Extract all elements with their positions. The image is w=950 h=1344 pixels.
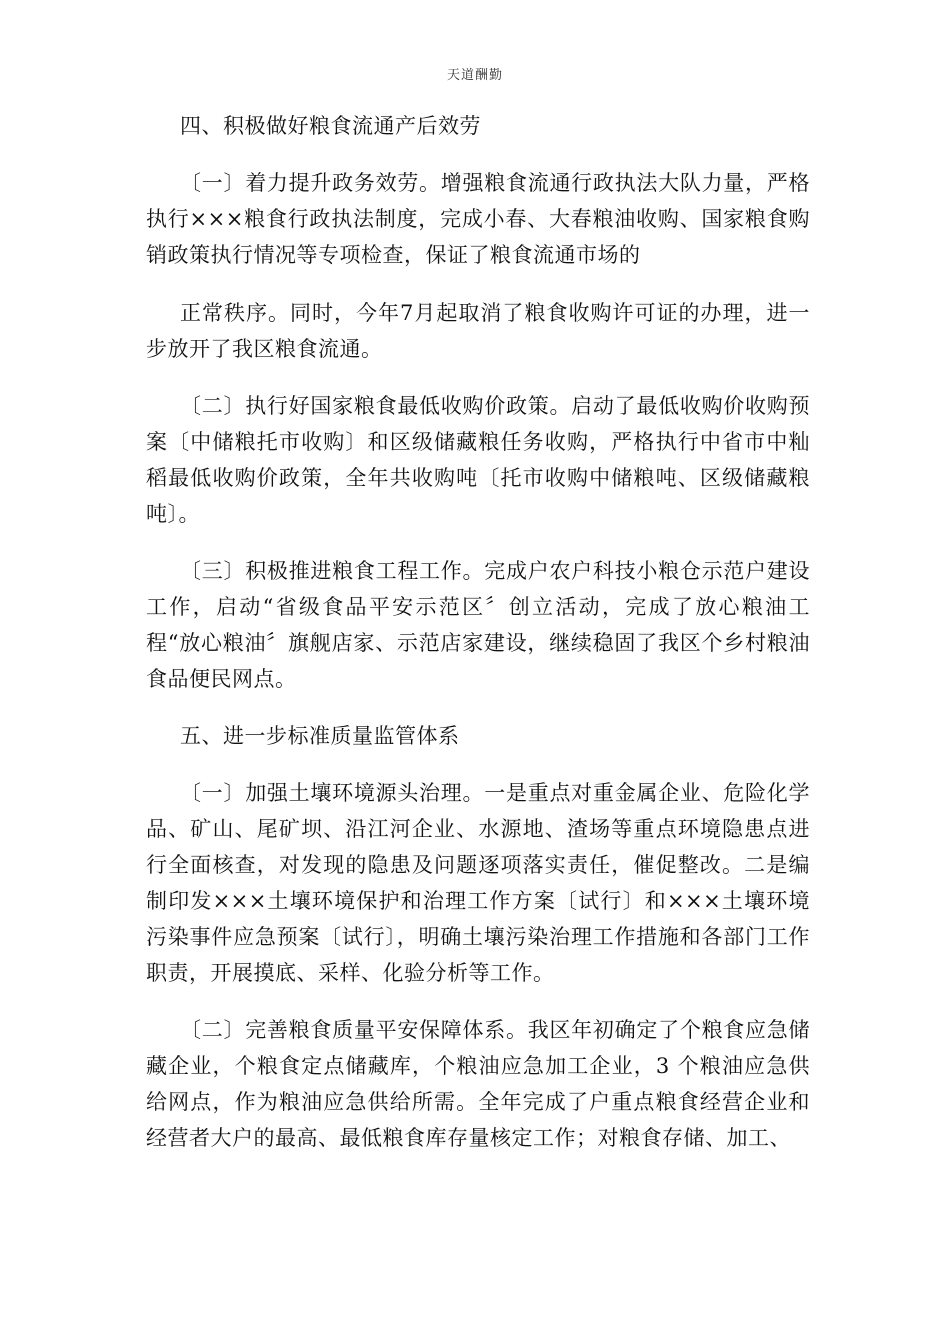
section-5-paragraph-2: 〔二〕完善粮食质量平安保障体系。我区年初确定了个粮食应急储藏企业，个粮食定点储藏库，个粮油应急加工企业，3 个粮油应急供给网点，作为粮油应急供给所需。全年完成了户重点粮食经营企业和经营者大户的最高、最低粮食库存量核定工作；对粮食存储、加工、 bbox=[146, 1018, 810, 1150]
section-4-heading: 四、积极做好粮食流通产后效劳 bbox=[180, 114, 481, 138]
section-4-paragraph-3: 〔三〕积极推进粮食工程工作。完成户农户科技小粮仓示范户建设工作，启动“省级食品平安示范区〞创立活动，完成了放心粮油工程“放心粮油〞旗舰店家、示范店家建设，继续稳固了我区个乡村粮油食品便民网点。 bbox=[146, 559, 810, 691]
page-header: 天道酬勤 bbox=[446, 68, 503, 83]
section-4-paragraph-2: 〔二〕执行好国家粮食最低收购价政策。启动了最低收购价收购预案〔中储粮托市收购〕和区级储藏粮任务收购，严格执行中省市中籼稻最低收购价政策，全年共收购吨〔托市收购中储粮吨、区级储藏粮吨〕。 bbox=[146, 394, 810, 526]
section-5-paragraph-1: 〔一〕加强土壤环境源头治理。一是重点对重金属企业、危险化学品、矿山、尾矿坝、沿江河企业、水源地、渣场等重点环境隐患点进行全面核查，对发现的隐患及问题逐项落实责任，催促整改。二是编制印发×××土壤环境保护和治理工作方案〔试行〕和×××土壤环境污染事件应急预案〔试行〕，明确土壤污染治理工作措施和各部门工作职责，开展摸底、采样、化验分析等工作。 bbox=[146, 781, 810, 985]
section-4-paragraph-1-continued: 正常秩序。同时，今年7月起取消了粮食收购许可证的办理，进一步放开了我区粮食流通。 bbox=[146, 301, 810, 361]
section-4-paragraph-1: 〔一〕着力提升政务效劳。增强粮食流通行政执法大队力量，严格执行×××粮食行政执法制度，完成小春、大春粮油收购、国家粮食购销政策执行情况等专项检查，保证了粮食流通市场的 bbox=[146, 171, 810, 267]
document-body bbox=[146, 108, 810, 1156]
section-5-heading: 五、进一步标准质量监管体系 bbox=[180, 724, 460, 748]
